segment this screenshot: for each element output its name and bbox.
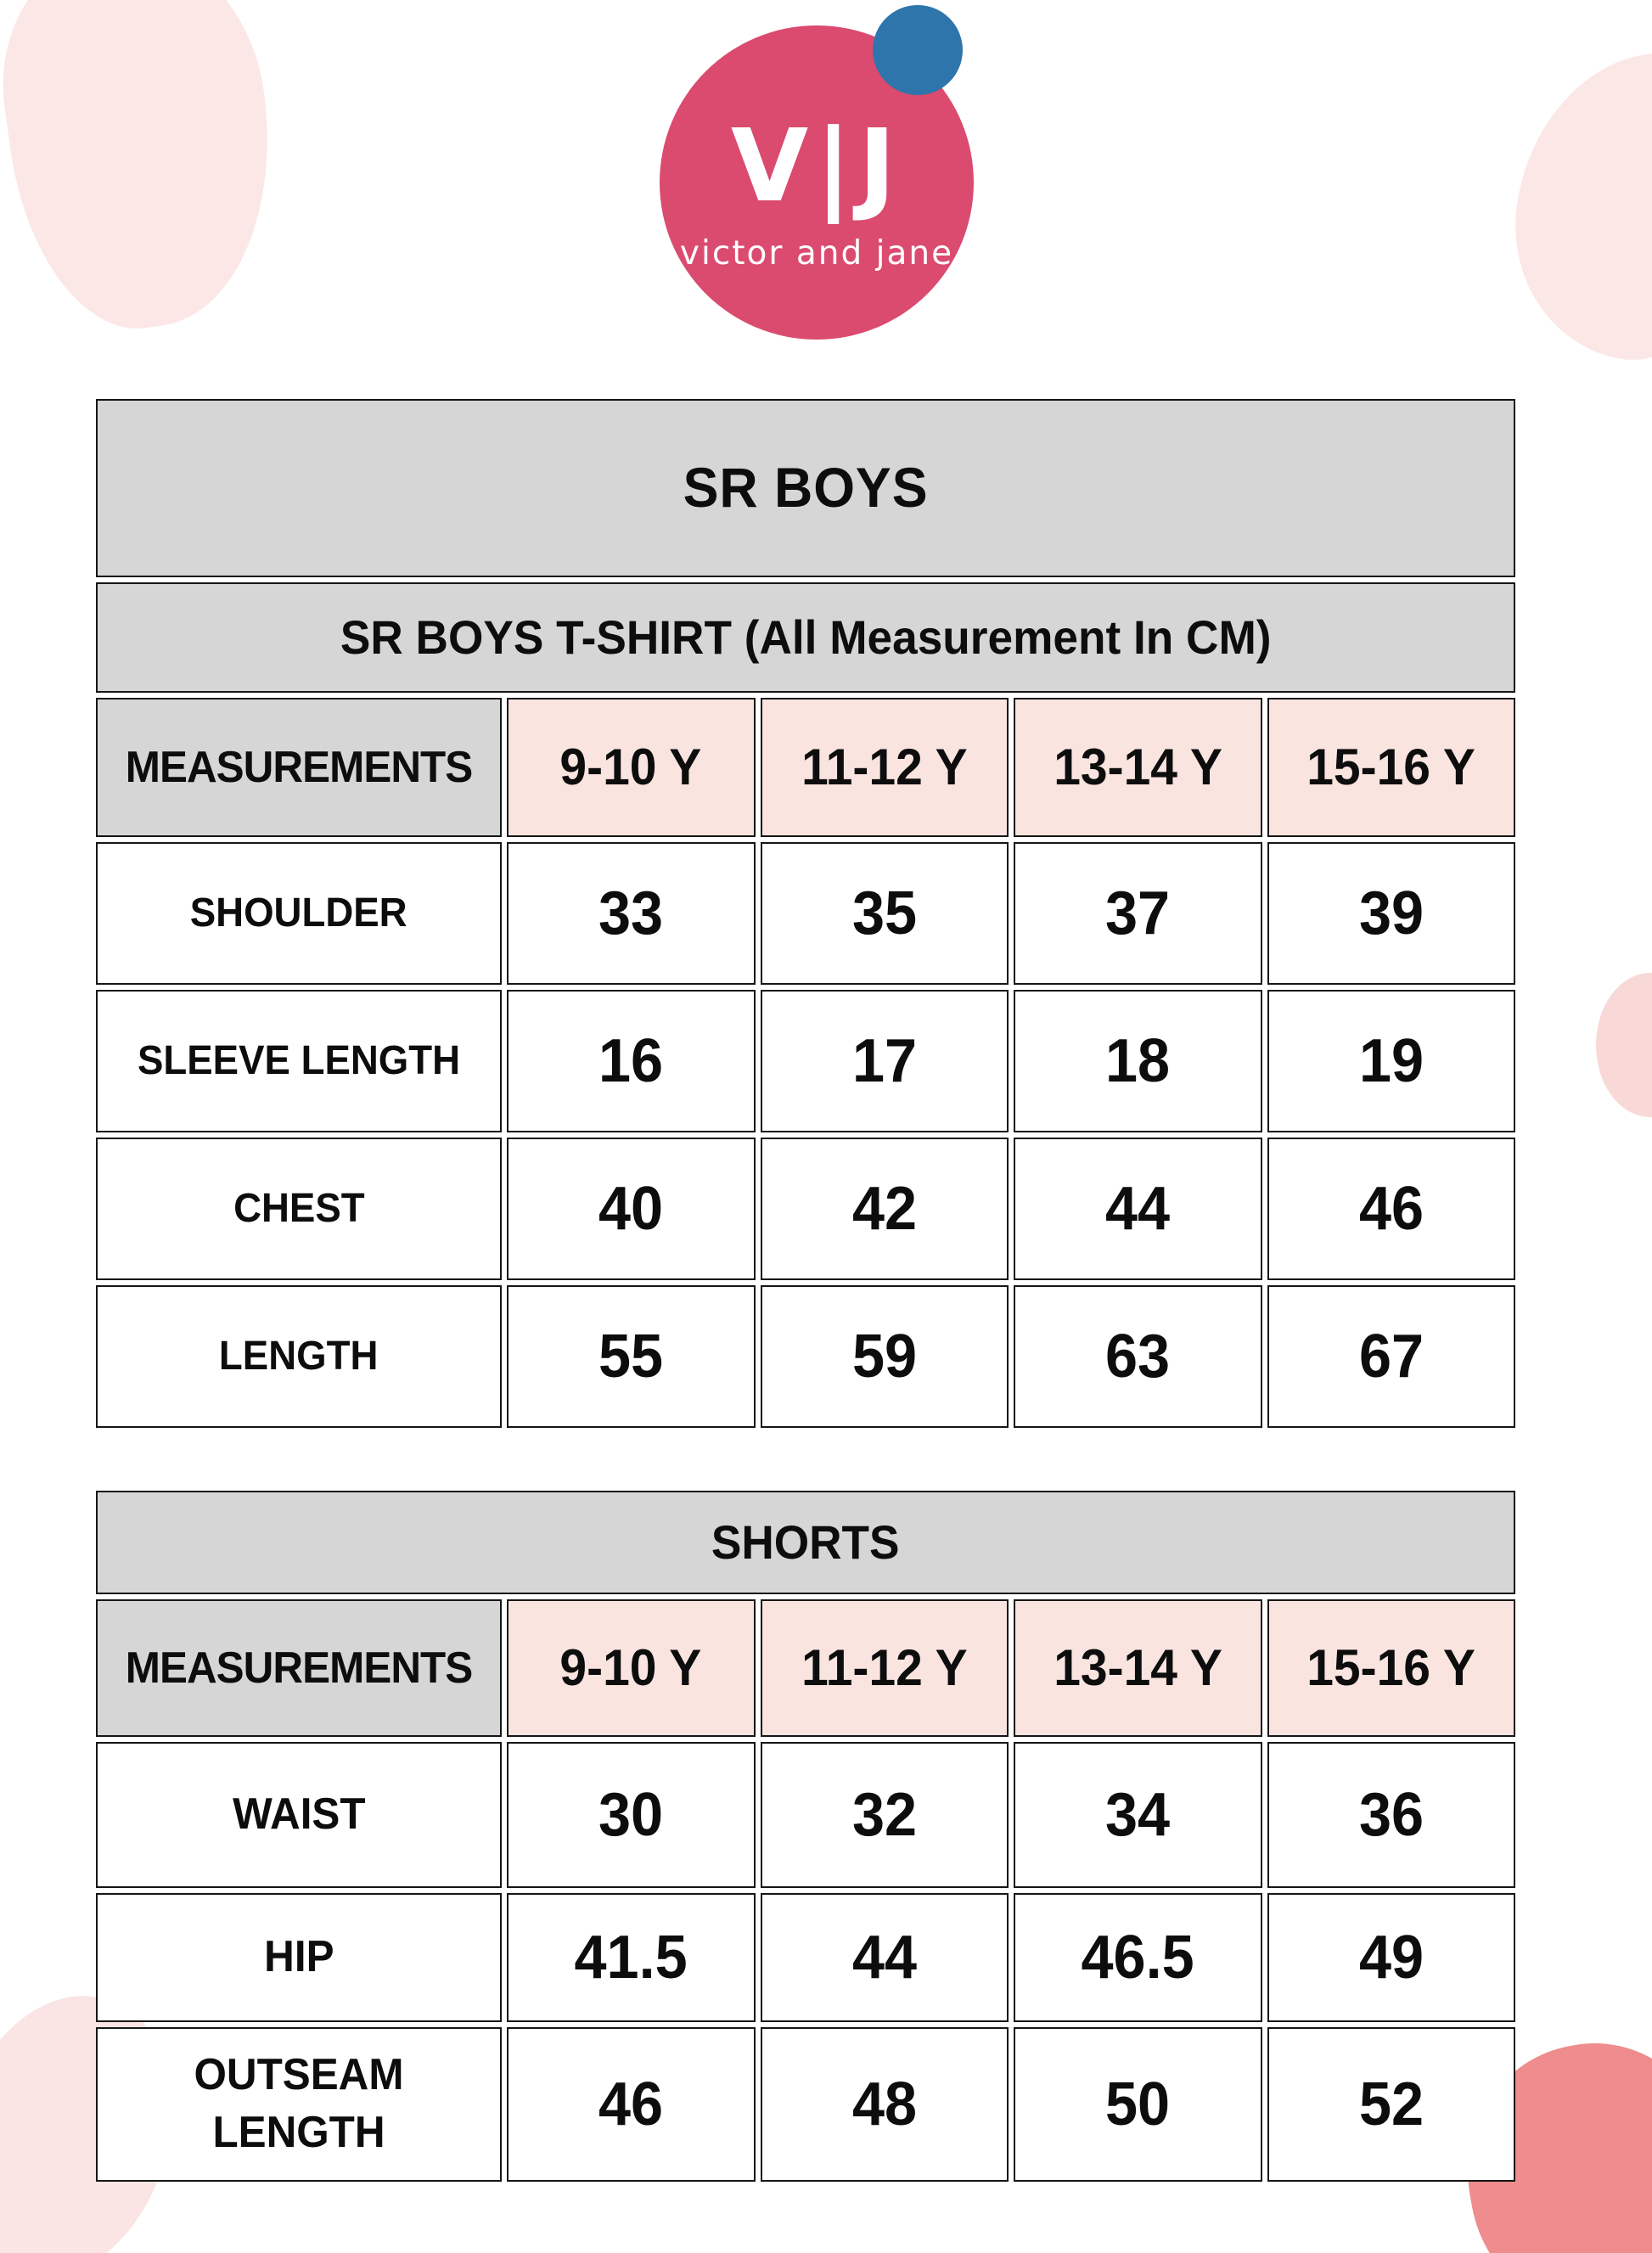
tshirt-chest-value-cell: 44 bbox=[1014, 1138, 1262, 1280]
decor-blob-top-left bbox=[0, 0, 294, 343]
logo-monogram: V|J bbox=[730, 106, 903, 224]
tshirt-sleeve-length-label-cell: SLEEVE LENGTH bbox=[96, 990, 502, 1132]
shorts-header-measurements-cell: MEASUREMENTS bbox=[96, 1599, 502, 1737]
tshirt-length-label-cell: LENGTH bbox=[96, 1285, 502, 1428]
tshirt-chest-value-cell: 46 bbox=[1267, 1138, 1516, 1280]
tshirt-chest-label-cell: CHEST bbox=[96, 1138, 502, 1280]
logo-blue-dot bbox=[873, 5, 963, 95]
tshirt-table-title-cell bbox=[96, 399, 1515, 577]
tshirt-length-value-cell: 55 bbox=[507, 1285, 756, 1428]
tshirt-table-title: SR BOYS bbox=[683, 456, 929, 520]
tshirt-shoulder-value-cell: 33 bbox=[507, 842, 756, 985]
shorts-table-title: SHORTS bbox=[711, 1515, 900, 1570]
tshirt-size-table bbox=[96, 399, 1515, 1428]
decor-blob-right-middle bbox=[1596, 973, 1652, 1117]
shorts-waist-value-cell: 34 bbox=[1014, 1742, 1262, 1888]
tshirt-header-size-cell: 13-14 Y bbox=[1014, 698, 1262, 837]
shorts-hip-label-cell: HIP bbox=[96, 1893, 502, 2022]
tshirt-sleeve-length-value-cell: 18 bbox=[1014, 990, 1262, 1132]
shorts-header-size-cell: 11-12 Y bbox=[761, 1599, 1009, 1737]
shorts-waist-value-cell: 32 bbox=[761, 1742, 1009, 1888]
tshirt-header-size-cell: 15-16 Y bbox=[1267, 698, 1516, 837]
tshirt-length-value-cell: 63 bbox=[1014, 1285, 1262, 1428]
tshirt-header-size-cell: 11-12 Y bbox=[761, 698, 1009, 837]
tshirt-length-value-cell: 67 bbox=[1267, 1285, 1516, 1428]
shorts-table-title-cell bbox=[96, 1491, 1515, 1594]
tshirt-sleeve-length-value-cell: 16 bbox=[507, 990, 756, 1132]
tshirt-table-subtitle: SR BOYS T-SHIRT (All Measurement In CM) bbox=[340, 610, 1272, 665]
logo-brand-name: victor and jane bbox=[679, 233, 954, 272]
shorts-hip-value-cell: 44 bbox=[761, 1893, 1009, 2022]
tshirt-header-measurements-cell: MEASUREMENTS bbox=[96, 698, 502, 837]
shorts-waist-label-cell: WAIST bbox=[96, 1742, 502, 1888]
tshirt-shoulder-label-cell: SHOULDER bbox=[96, 842, 502, 985]
shorts-waist-value-cell: 30 bbox=[507, 1742, 756, 1888]
shorts-outseam-length-value-cell: 50 bbox=[1014, 2027, 1262, 2182]
decor-blob-top-right bbox=[1493, 31, 1652, 377]
tshirt-chest-value-cell: 40 bbox=[507, 1138, 756, 1280]
shorts-size-table bbox=[96, 1491, 1515, 2182]
shorts-header-size-cell: 15-16 Y bbox=[1267, 1599, 1516, 1737]
tshirt-chest-value-cell: 42 bbox=[761, 1138, 1009, 1280]
shorts-header-size-cell: 9-10 Y bbox=[507, 1599, 756, 1737]
shorts-hip-value-cell: 41.5 bbox=[507, 1893, 756, 2022]
tshirt-shoulder-value-cell: 39 bbox=[1267, 842, 1516, 985]
tshirt-sleeve-length-value-cell: 19 bbox=[1267, 990, 1516, 1132]
shorts-hip-value-cell: 49 bbox=[1267, 1893, 1516, 2022]
tshirt-header-size-cell: 9-10 Y bbox=[507, 698, 756, 837]
shorts-outseam-length-value-cell: 52 bbox=[1267, 2027, 1516, 2182]
tshirt-length-value-cell: 59 bbox=[761, 1285, 1009, 1428]
tshirt-shoulder-value-cell: 35 bbox=[761, 842, 1009, 985]
shorts-outseam-length-value-cell: 46 bbox=[507, 2027, 756, 2182]
shorts-outseam-length-label-cell: OUTSEAM LENGTH bbox=[96, 2027, 502, 2182]
shorts-outseam-length-value-cell: 48 bbox=[761, 2027, 1009, 2182]
tshirt-table-subtitle-cell bbox=[96, 582, 1515, 693]
shorts-waist-value-cell: 36 bbox=[1267, 1742, 1516, 1888]
shorts-header-size-cell: 13-14 Y bbox=[1014, 1599, 1262, 1737]
shorts-hip-value-cell: 46.5 bbox=[1014, 1893, 1262, 2022]
tshirt-sleeve-length-value-cell: 17 bbox=[761, 990, 1009, 1132]
tshirt-shoulder-value-cell: 37 bbox=[1014, 842, 1262, 985]
